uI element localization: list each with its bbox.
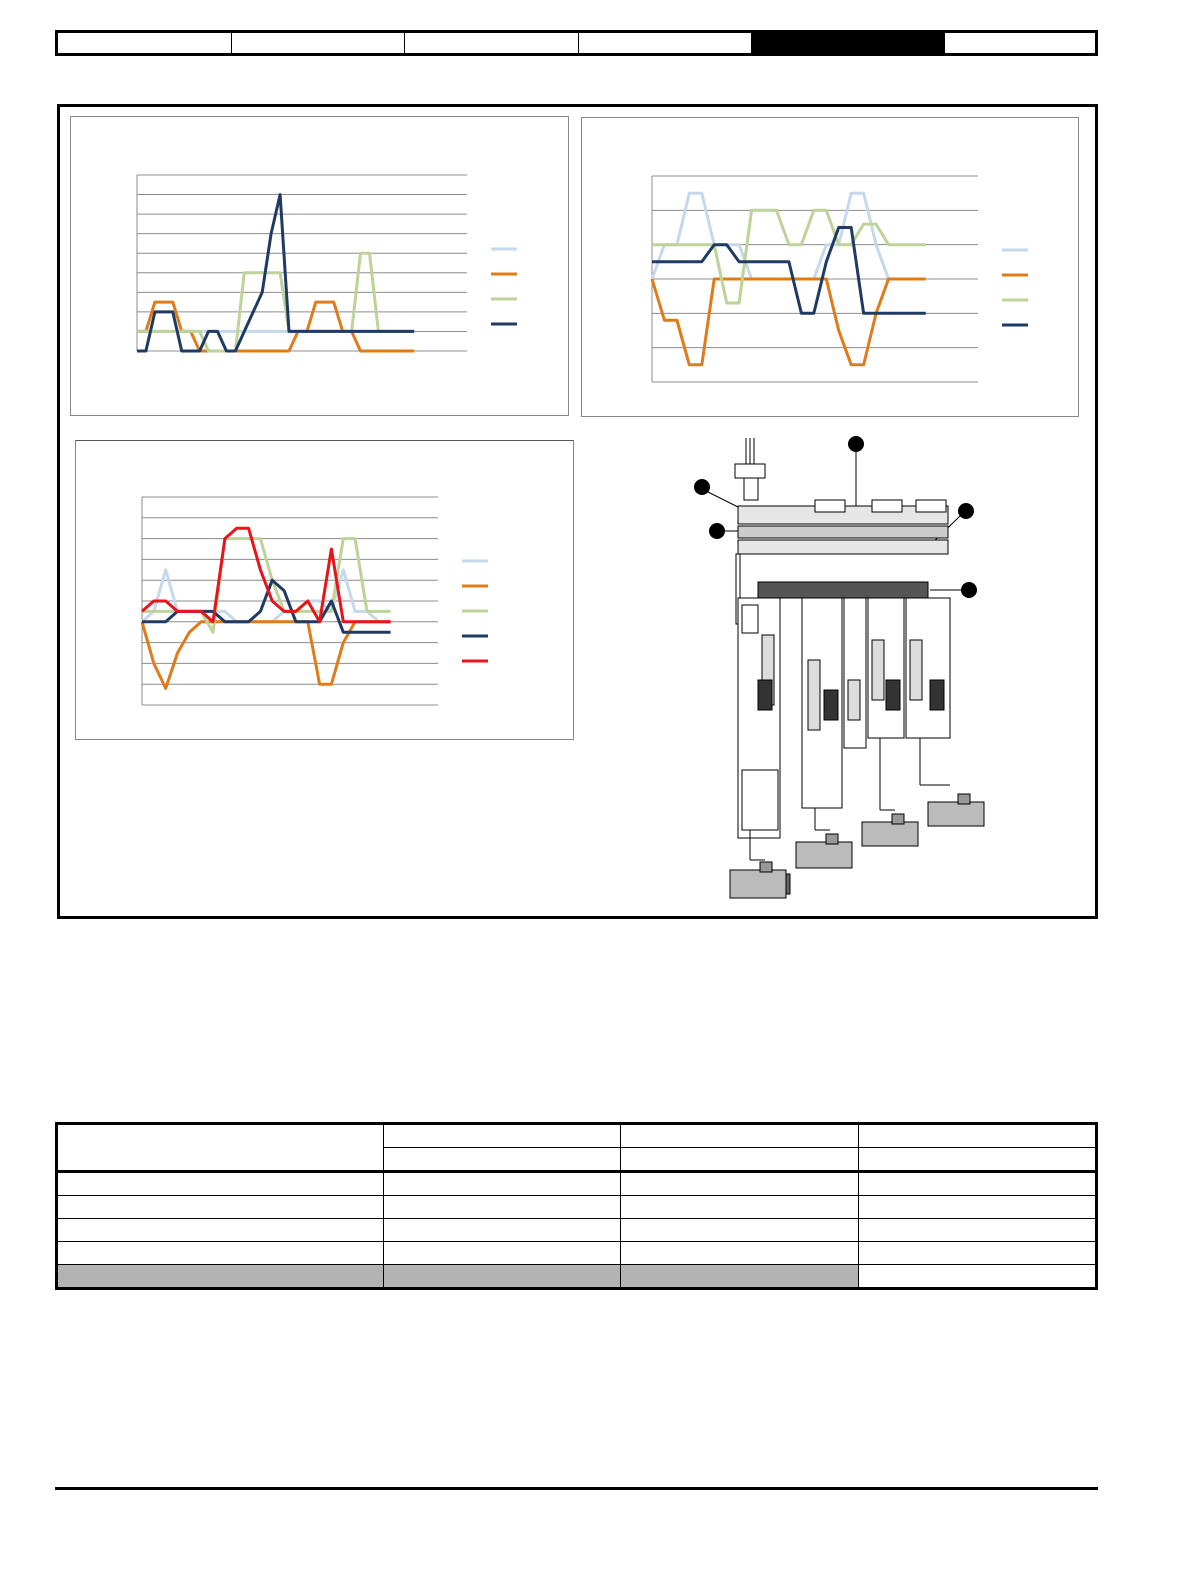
drive-system-diagram — [640, 430, 1000, 905]
table-cell — [621, 1172, 858, 1196]
table-cell — [384, 1242, 621, 1265]
callout-dot-4 — [958, 503, 974, 519]
table-cell — [57, 1219, 384, 1242]
chart-2-plot — [582, 118, 1080, 418]
drive-module-1 — [738, 598, 780, 838]
table-subheader-col-3 — [858, 1148, 1096, 1172]
table-cell — [384, 1196, 621, 1219]
chart-1-plot — [71, 117, 570, 417]
drive-module-5 — [906, 598, 950, 738]
header-tab-strip — [55, 30, 1098, 56]
table-cell — [384, 1265, 621, 1289]
table-cell — [858, 1265, 1096, 1289]
dc-bus-bar-middle — [738, 526, 948, 538]
dark-strip — [758, 582, 928, 598]
table-cell — [621, 1219, 858, 1242]
table-row — [57, 1172, 1097, 1196]
connector-1 — [815, 500, 845, 512]
footer-rule — [55, 1487, 1098, 1490]
header-tab-6[interactable] — [945, 33, 1095, 53]
header-tab-1[interactable] — [58, 33, 232, 53]
table-cell — [57, 1242, 384, 1265]
table-cell — [57, 1172, 384, 1196]
motor-4-icon — [920, 738, 984, 826]
header-tab-2[interactable] — [232, 33, 405, 53]
table-cell — [384, 1219, 621, 1242]
table-subheader-col-1 — [384, 1148, 621, 1172]
header-tab-3[interactable] — [405, 33, 579, 53]
table-row — [57, 1196, 1097, 1219]
table-cell — [621, 1196, 858, 1219]
dc-bus-bar-lower — [738, 540, 948, 554]
table-header-col-3 — [858, 1124, 1096, 1148]
table-subheader-col-2 — [621, 1148, 858, 1172]
chart-3 — [75, 440, 574, 740]
table-row — [57, 1219, 1097, 1242]
spec-table — [55, 1122, 1098, 1290]
table-cell — [858, 1242, 1096, 1265]
supply-cable-icon — [735, 438, 765, 500]
header-tab-5-active[interactable] — [752, 33, 945, 53]
table-row — [57, 1242, 1097, 1265]
chart-1 — [70, 116, 569, 416]
drive-module-4 — [868, 598, 904, 738]
callout-dot-5 — [961, 582, 977, 598]
callout-line-2 — [708, 492, 740, 508]
header-tab-4[interactable] — [579, 33, 752, 53]
table-cell — [384, 1172, 621, 1196]
table-cell — [621, 1265, 858, 1289]
table-cell — [858, 1196, 1096, 1219]
chart-2 — [581, 117, 1079, 417]
table-header-corner — [57, 1124, 384, 1172]
table-header-col-1 — [384, 1124, 621, 1148]
chart-3-plot — [76, 441, 575, 741]
table-cell — [57, 1265, 384, 1289]
motor-2-icon — [796, 808, 852, 868]
table-row-shaded — [57, 1265, 1097, 1289]
table-cell — [57, 1196, 384, 1219]
connector-3 — [916, 500, 946, 512]
table-header-col-2 — [621, 1124, 858, 1148]
table-cell — [621, 1242, 858, 1265]
motor-1-icon — [730, 830, 790, 898]
series-line-orange — [652, 279, 926, 365]
callout-dot-3 — [709, 523, 725, 539]
table-cell — [858, 1172, 1096, 1196]
connector-2 — [872, 500, 902, 512]
callout-dot-1 — [848, 436, 864, 452]
callout-dot-2 — [694, 479, 710, 495]
drive-module-2 — [802, 598, 842, 808]
motor-3-icon — [862, 738, 918, 846]
drive-module-3 — [844, 598, 866, 748]
table-cell — [858, 1219, 1096, 1242]
